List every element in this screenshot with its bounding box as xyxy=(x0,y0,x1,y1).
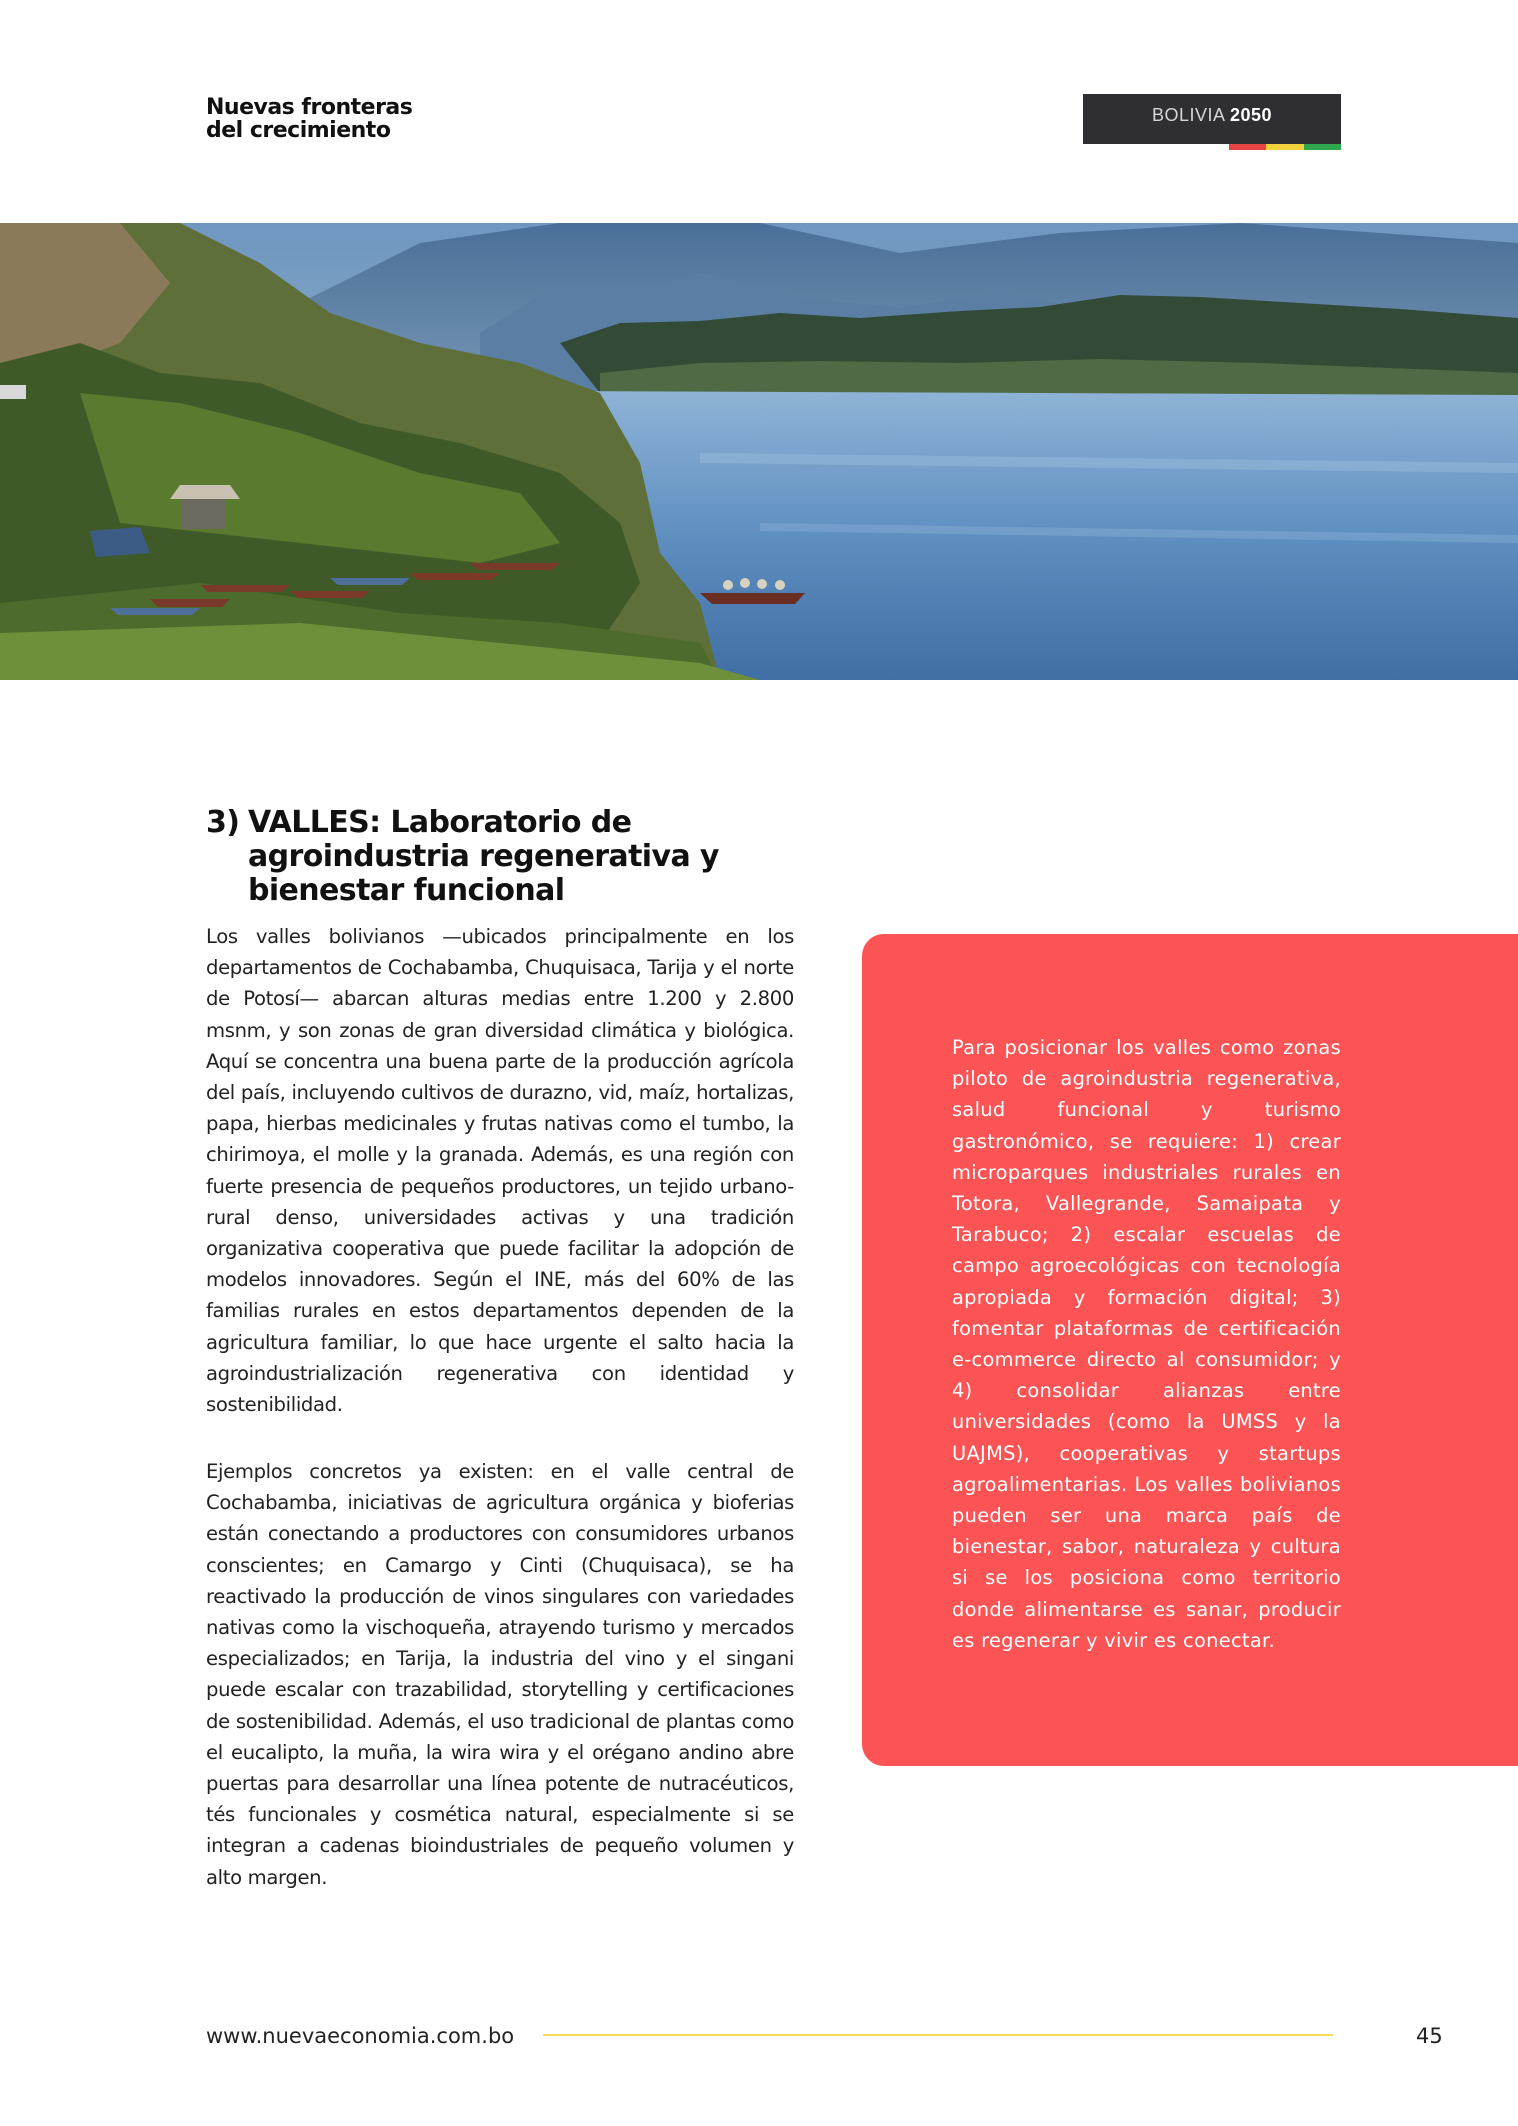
body-paragraph-2: Ejemplos concretos ya existen: en el valle central de Cochabamba, iniciativas de agricultura orgánica y bioferias están conectando a productores con consumidores urbanos conscientes; en Camargo y Cinti (Chuquisaca), se ha reactivado la producción de vinos singulares con variedades nativas como la vischoqueña, atrayendo turismo y mercados especializados; en Tarija, la industria del vino y el singani puede escalar con trazabilidad, storytelling y certificaciones de sostenibilidad. Además, el uso tradicional de plantas como el eucalipto, la muña, la wira wira y el orégano andino abre puertas para desarrollar una línea potente de nutracéuticos, tés funcionales y cosmética natural, especialmente si se integran a cadenas bioindustriales de pequeño volumen y alto margen. xyxy=(206,1460,794,1889)
publication-title-line2: del crecimiento xyxy=(206,118,391,143)
footer-website-url: www.nuevaeconomia.com.bo xyxy=(206,2024,515,2048)
callout-text: Para posicionar los valles como zonas piloto de agroindustria regenerativa, salud funcional y turismo gastronómico, se requiere: 1) crear microparques industriales rurales en Totora, Vallegrande, Samaipata y Tarabuco; 2) escalar escuelas de campo agroecológicas con tecnología apropiada y formación digital; 3) fomentar plataformas de certificación e-commerce directo al consumidor; y 4) consolidar alianzas entre universidades (como la UMSS y la UAJMS), cooperativas y startups agroalimentarias. Los valles bolivianos pueden ser una marca país de bienestar, sabor, naturaleza y cultura si se los posiciona como territorio donde alimentarse es sanar, producir es regenerar y vivir es conectar. xyxy=(952,1036,1341,1652)
flag-stripe-green xyxy=(1304,144,1341,150)
section-title-line1: VALLES: Laboratorio de xyxy=(248,805,632,840)
flag-stripes xyxy=(1229,144,1341,150)
hero-landscape-photo xyxy=(0,223,1518,680)
publication-title-line1: Nuevas fronteras xyxy=(206,95,413,120)
recommendation-callout xyxy=(862,934,1518,1766)
section-number: 3) xyxy=(206,805,240,840)
publication-title xyxy=(206,96,412,142)
flag-stripe-yellow xyxy=(1266,144,1303,150)
bolivia-2050-badge xyxy=(1083,94,1341,144)
footer-divider xyxy=(543,2034,1333,2036)
section-title-line3: bienestar funcional xyxy=(248,873,565,908)
section-heading xyxy=(206,806,746,908)
badge-label: BOLIVIA xyxy=(1151,105,1225,125)
body-paragraph-1: Los valles bolivianos —ubicados principalmente en los departamentos de Cochabamba, Chuquisaca, Tarija y el norte de Potosí— abarcan alturas medias entre 1.200 y 2.800 msnm, y son zonas de gran diversidad climática y biológica. Aquí se concentra una buena parte de la producción agrícola del país, incluyendo cultivos de durazno, vid, maíz, hortalizas, papa, hierbas medicinales y frutas nativas como el tumbo, la chirimoya, el molle y la granada. Además, es una región con fuerte presencia de pequeños productores, un tejido urbano-rural denso, universidades activas y una tradición organizativa cooperativa que puede facilitar la adopción de modelos innovadores. Según el INE, más del 60% de las familias rurales en estos departamentos dependen de la agricultura familiar, lo que hace urgente el salto hacia la agroindustrialización regenerativa con identidad y sostenibilidad. xyxy=(206,925,794,1417)
flag-stripe-red xyxy=(1229,144,1266,150)
badge-text xyxy=(1083,105,1341,126)
section-title-line2: agroindustria regenerativa y xyxy=(248,839,719,874)
page-number: 45 xyxy=(1416,2024,1443,2048)
badge-year: 2050 xyxy=(1230,105,1273,125)
